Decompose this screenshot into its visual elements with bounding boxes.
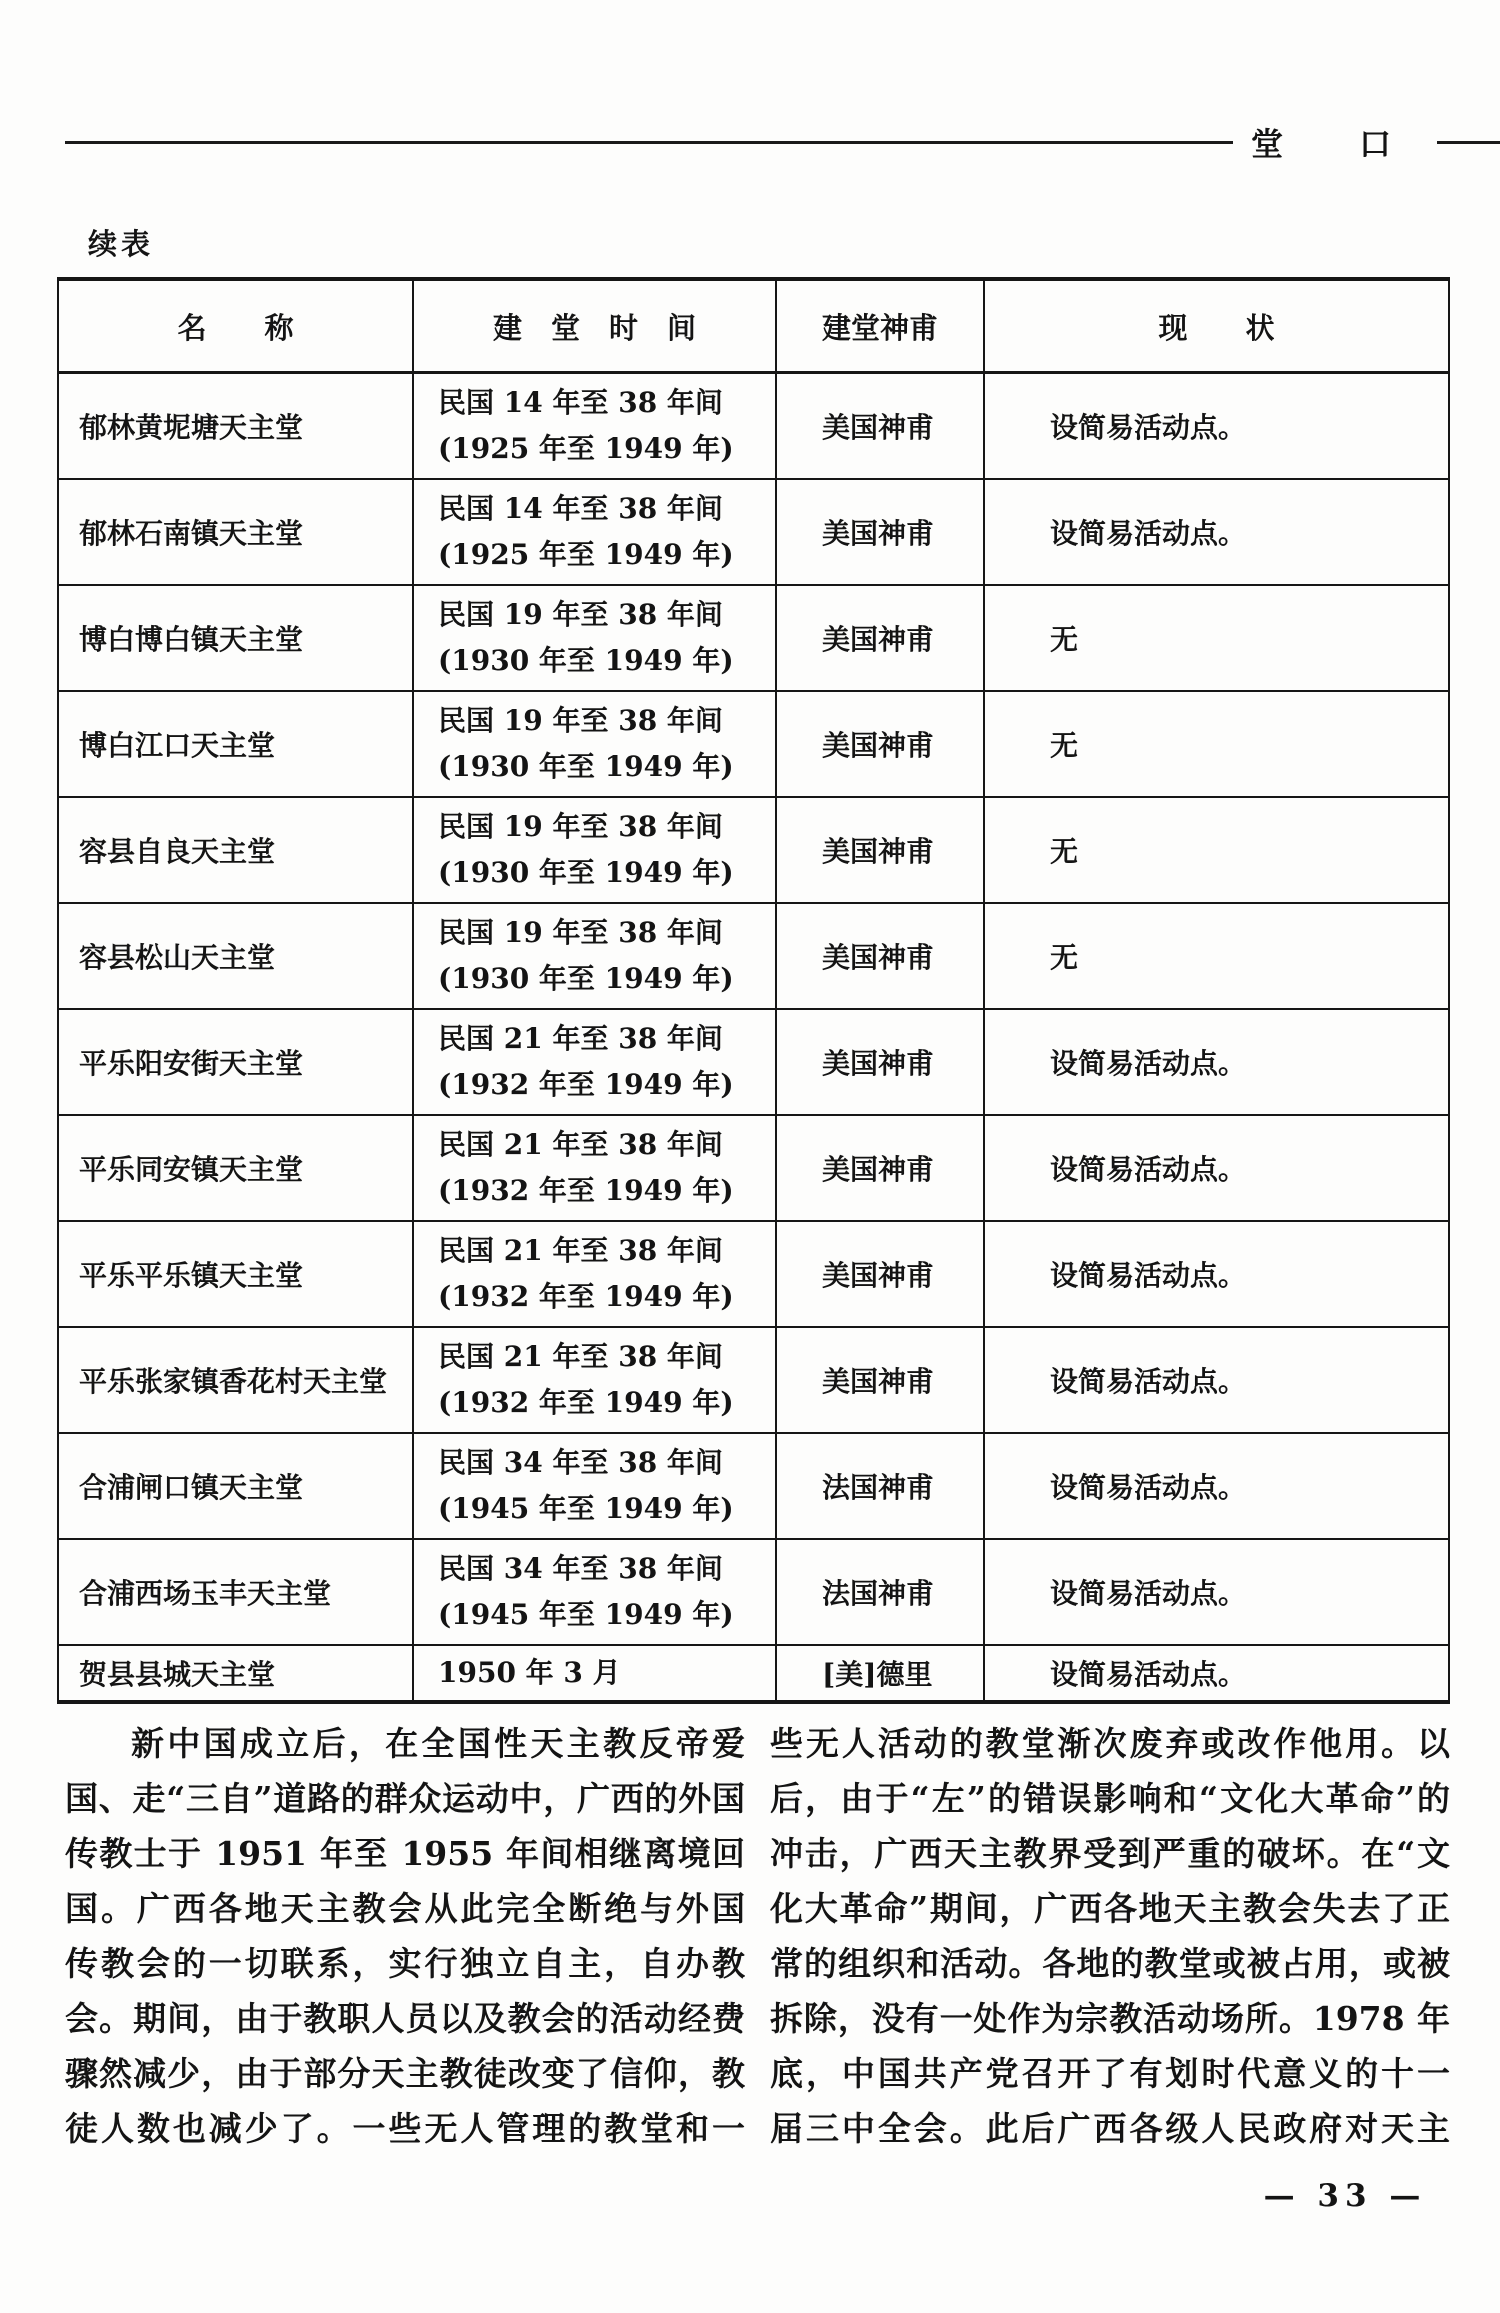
build-time-cell [413,903,776,1009]
text-line: 化大革命”期间，广西各地天主教会失去了正 [770,1889,1450,1928]
time-line-1: 民国 34 年至 38 年间 [438,1551,723,1585]
priest-cell: 美国神甫 [776,797,984,903]
text-line: 国、走“三自”道路的群众运动中，广西的外国 [65,1779,745,1818]
table-row [58,585,1449,691]
text-line: 冲击，广西天主教界受到严重的破坏。在“文 [770,1834,1450,1873]
text-line: 传教会的一切联系，实行独立自主，自办教 [65,1944,745,1983]
priest-cell: 美国神甫 [776,1115,984,1221]
table-row [58,1327,1449,1433]
text-line: 后，由于“左”的错误影响和“文化大革命”的 [770,1779,1450,1818]
time-line-2: (1930 年至 1949 年) [438,855,734,889]
status-cell: 设简易活动点。 [984,1327,1449,1433]
church-name-cell: 平乐阳安街天主堂 [58,1009,413,1115]
status-cell: 设简易活动点。 [984,1115,1449,1221]
church-name-cell: 合浦西场玉丰天主堂 [58,1539,413,1645]
header-rule-right [1437,141,1500,144]
time-line-1: 民国 19 年至 38 年间 [438,809,723,843]
build-time-cell [413,691,776,797]
priest-cell: 美国神甫 [776,479,984,585]
table-row [58,373,1449,479]
build-time-cell [413,479,776,585]
church-name-cell: 平乐张家镇香花村天主堂 [58,1327,413,1433]
header-status: 现 状 [984,279,1449,373]
status-cell: 无 [984,903,1449,1009]
time-line-2: (1932 年至 1949 年) [438,1173,734,1207]
status-cell: 设简易活动点。 [984,1645,1449,1702]
status-cell: 无 [984,691,1449,797]
time-line-2: (1930 年至 1949 年) [438,749,734,783]
church-name-cell: 贺县县城天主堂 [58,1645,413,1702]
priest-cell: 美国神甫 [776,691,984,797]
time-line-1: 民国 21 年至 38 年间 [438,1233,723,1267]
priest-cell: 法国神甫 [776,1539,984,1645]
table-row [58,1433,1449,1539]
table-row [58,1539,1449,1645]
time-line-1: 民国 34 年至 38 年间 [438,1445,723,1479]
time-line-2: (1932 年至 1949 年) [438,1385,734,1419]
church-name-cell: 博白博白镇天主堂 [58,585,413,691]
time-line-1: 1950 年 3 月 [438,1655,621,1689]
body-left-column [65,1716,745,2156]
church-name-cell: 平乐平乐镇天主堂 [58,1221,413,1327]
text-line: 常的组织和活动。各地的教堂或被占用，或被 [770,1944,1450,1983]
text-line: 会。期间，由于教职人员以及教会的活动经费 [65,1999,745,2038]
status-cell: 设简易活动点。 [984,1221,1449,1327]
time-line-2: (1930 年至 1949 年) [438,643,734,677]
page-title: 堂 口 [1251,125,1414,163]
time-line-2: (1945 年至 1949 年) [438,1491,734,1525]
running-head [65,122,1443,162]
table-row [58,1115,1449,1221]
text-line: 届三中全会。此后广西各级人民政府对天主 [770,2109,1450,2148]
church-name-cell: 郁林黄坭塘天主堂 [58,373,413,479]
table-row [58,1221,1449,1327]
build-time-cell [413,1645,776,1702]
time-line-2: (1932 年至 1949 年) [438,1279,734,1313]
build-time-cell [413,1433,776,1539]
time-line-1: 民国 21 年至 38 年间 [438,1021,723,1055]
header-name: 名 称 [58,279,413,373]
status-cell: 无 [984,797,1449,903]
text-line: 国。广西各地天主教会从此完全断绝与外国 [65,1889,745,1928]
text-line: 拆除，没有一处作为宗教活动场所。1978 年 [770,1999,1450,2038]
text-line: 骤然减少，由于部分天主教徒改变了信仰，教 [65,2054,745,2093]
body-text [65,1716,1450,2156]
body-right-column [770,1716,1450,2156]
church-name-cell: 容县松山天主堂 [58,903,413,1009]
time-line-1: 民国 21 年至 38 年间 [438,1339,723,1373]
time-line-2: (1930 年至 1949 年) [438,961,734,995]
table-row [58,479,1449,585]
priest-cell: [美]德里 [776,1645,984,1702]
table-row [58,691,1449,797]
time-line-1: 民国 19 年至 38 年间 [438,597,723,631]
header-rule-left [65,141,1233,144]
status-cell: 设简易活动点。 [984,1539,1449,1645]
priest-cell: 法国神甫 [776,1433,984,1539]
priest-cell: 美国神甫 [776,903,984,1009]
text-line: 些无人活动的教堂渐次废弃或改作他用。以 [770,1724,1450,1763]
status-cell: 设简易活动点。 [984,479,1449,585]
table-row [58,797,1449,903]
time-line-1: 民国 14 年至 38 年间 [438,491,723,525]
build-time-cell [413,1115,776,1221]
priest-cell: 美国神甫 [776,585,984,691]
time-line-2: (1945 年至 1949 年) [438,1597,734,1631]
status-cell: 无 [984,585,1449,691]
church-name-cell: 合浦闸口镇天主堂 [58,1433,413,1539]
text-line: 徒人数也减少了。一些无人管理的教堂和一 [65,2109,745,2148]
church-name-cell: 容县自良天主堂 [58,797,413,903]
text-line: 底，中国共产党召开了有划时代意义的十一 [770,2054,1450,2093]
page-number: — 33 — [1263,2178,1427,2214]
table-header-row [58,279,1449,373]
build-time-cell [413,1009,776,1115]
church-name-cell: 平乐同安镇天主堂 [58,1115,413,1221]
time-line-1: 民国 19 年至 38 年间 [438,915,723,949]
priest-cell: 美国神甫 [776,1327,984,1433]
build-time-cell [413,585,776,691]
build-time-cell [413,797,776,903]
text-line: 传教士于 1951 年至 1955 年间相继离境回 [65,1834,745,1873]
time-line-2: (1932 年至 1949 年) [438,1067,734,1101]
build-time-cell [413,1327,776,1433]
continued-table-label: 续表 [88,227,155,261]
table-row [58,1645,1449,1702]
time-line-2: (1925 年至 1949 年) [438,537,734,571]
header-build-time: 建 堂 时 间 [413,279,776,373]
priest-cell: 美国神甫 [776,373,984,479]
build-time-cell [413,1221,776,1327]
build-time-cell [413,373,776,479]
time-line-1: 民国 21 年至 38 年间 [438,1127,723,1161]
header-priest: 建堂神甫 [776,279,984,373]
table-row [58,903,1449,1009]
church-name-cell: 博白江口天主堂 [58,691,413,797]
churches-table [57,277,1450,1704]
time-line-1: 民国 14 年至 38 年间 [438,385,723,419]
church-name-cell: 郁林石南镇天主堂 [58,479,413,585]
priest-cell: 美国神甫 [776,1009,984,1115]
time-line-1: 民国 19 年至 38 年间 [438,703,723,737]
status-cell: 设简易活动点。 [984,1009,1449,1115]
status-cell: 设简易活动点。 [984,1433,1449,1539]
text-line: 新中国成立后，在全国性天主教反帝爱 [131,1724,745,1763]
time-line-2: (1925 年至 1949 年) [438,431,734,465]
table-row [58,1009,1449,1115]
priest-cell: 美国神甫 [776,1221,984,1327]
status-cell: 设简易活动点。 [984,373,1449,479]
build-time-cell [413,1539,776,1645]
